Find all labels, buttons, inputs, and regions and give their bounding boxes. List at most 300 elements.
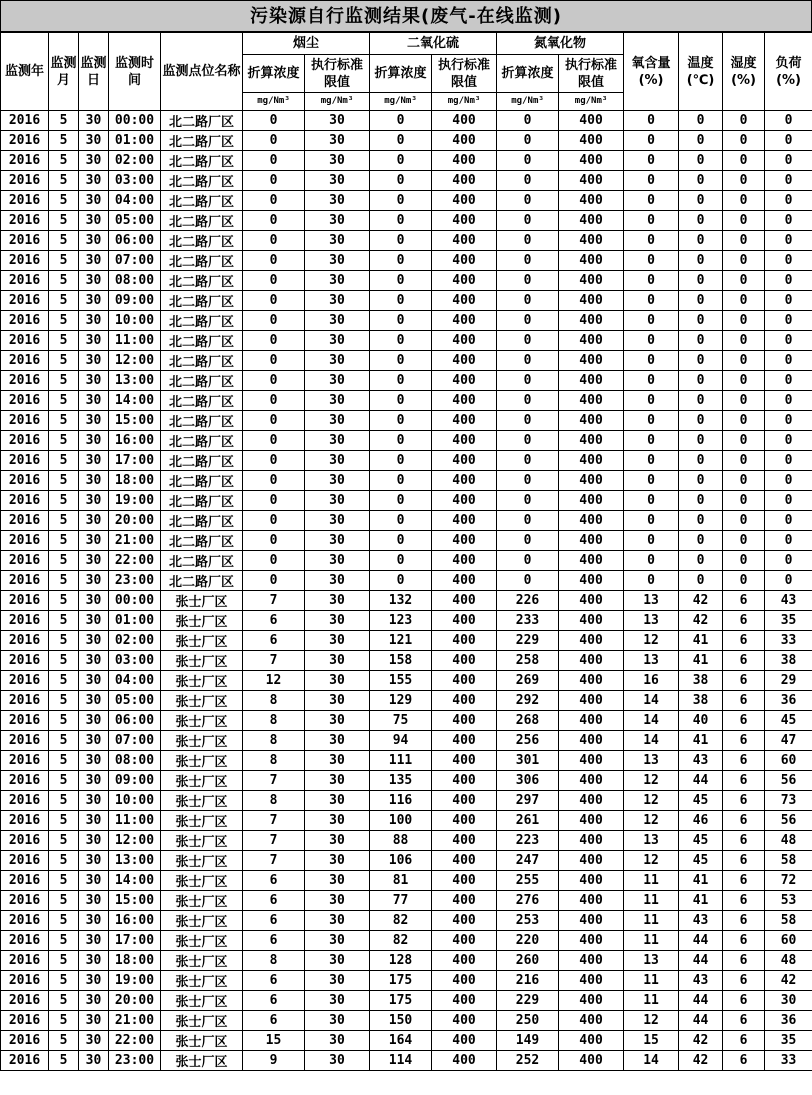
dust-limit-cell: 30: [305, 991, 370, 1011]
year-cell: 2016: [1, 711, 49, 731]
year-cell: 2016: [1, 911, 49, 931]
so2-converted-cell: 0: [370, 531, 432, 551]
so2-converted-cell: 88: [370, 831, 432, 851]
year-cell: 2016: [1, 331, 49, 351]
so2-converted-cell: 0: [370, 191, 432, 211]
year-cell: 2016: [1, 671, 49, 691]
oxygen-cell: 0: [624, 311, 679, 331]
site-cell: 张士厂区: [161, 1051, 243, 1071]
dust-limit-cell: 30: [305, 911, 370, 931]
site-cell: 张士厂区: [161, 711, 243, 731]
temperature-cell: 43: [679, 911, 723, 931]
dust-converted-cell: 8: [243, 731, 305, 751]
oxygen-cell: 0: [624, 291, 679, 311]
humidity-cell: 6: [723, 591, 765, 611]
table-header: [1, 33, 812, 111]
time-cell: 23:00: [109, 1051, 161, 1071]
day-cell: 30: [79, 491, 109, 511]
month-cell: 5: [49, 111, 79, 131]
month-cell: 5: [49, 1051, 79, 1071]
temperature-cell: 0: [679, 391, 723, 411]
dust-limit-cell: 30: [305, 851, 370, 871]
so2-converted-cell: 135: [370, 771, 432, 791]
so2-limit-cell: 400: [432, 291, 497, 311]
table-row: [1, 931, 812, 951]
temperature-cell: 45: [679, 791, 723, 811]
load-cell: 0: [765, 311, 812, 331]
humidity-cell: 6: [723, 1051, 765, 1071]
day-cell: 30: [79, 131, 109, 151]
month-cell: 5: [49, 451, 79, 471]
dust-limit-cell: 30: [305, 271, 370, 291]
table-row: [1, 271, 812, 291]
nox-converted-cell: 256: [497, 731, 559, 751]
dust-limit-cell: 30: [305, 691, 370, 711]
nox-converted-cell: 297: [497, 791, 559, 811]
table-row: [1, 1031, 812, 1051]
nox-converted-cell: 0: [497, 451, 559, 471]
dust-limit-cell: 30: [305, 711, 370, 731]
table-row: [1, 851, 812, 871]
oxygen-cell: 0: [624, 551, 679, 571]
time-cell: 11:00: [109, 331, 161, 351]
nox-converted-cell: 253: [497, 911, 559, 931]
load-cell: 45: [765, 711, 812, 731]
day-cell: 30: [79, 371, 109, 391]
dust-converted-cell: 6: [243, 611, 305, 631]
dust-converted-cell: 0: [243, 251, 305, 271]
temperature-cell: 0: [679, 491, 723, 511]
day-cell: 30: [79, 651, 109, 671]
nox-limit-cell: 400: [559, 391, 624, 411]
time-cell: 21:00: [109, 1011, 161, 1031]
so2-converted-cell: 111: [370, 751, 432, 771]
load-cell: 58: [765, 851, 812, 871]
load-cell: 0: [765, 331, 812, 351]
nox-converted-cell: 233: [497, 611, 559, 631]
humidity-cell: 6: [723, 611, 765, 631]
dust-converted-cell: 9: [243, 1051, 305, 1071]
time-cell: 22:00: [109, 1031, 161, 1051]
so2-converted-cell: 0: [370, 311, 432, 331]
month-cell: 5: [49, 691, 79, 711]
nox-converted-cell: 250: [497, 1011, 559, 1031]
site-cell: 北二路厂区: [161, 451, 243, 471]
so2-converted-cell: 155: [370, 671, 432, 691]
so2-limit-cell: 400: [432, 1051, 497, 1071]
table-row: [1, 571, 812, 591]
table-body: [1, 111, 812, 1071]
temperature-cell: 40: [679, 711, 723, 731]
load-cell: 36: [765, 691, 812, 711]
time-cell: 00:00: [109, 111, 161, 131]
time-cell: 09:00: [109, 771, 161, 791]
month-cell: 5: [49, 971, 79, 991]
year-cell: 2016: [1, 491, 49, 511]
so2-limit-cell: 400: [432, 851, 497, 871]
year-cell: 2016: [1, 351, 49, 371]
temperature-cell: 42: [679, 1031, 723, 1051]
nox-converted-cell: 0: [497, 111, 559, 131]
temperature-cell: 0: [679, 371, 723, 391]
humidity-cell: 0: [723, 551, 765, 571]
site-cell: 北二路厂区: [161, 431, 243, 451]
load-cell: 33: [765, 631, 812, 651]
dust-converted-cell: 8: [243, 791, 305, 811]
nox-limit-cell: 400: [559, 631, 624, 651]
table-row: [1, 311, 812, 331]
year-cell: 2016: [1, 371, 49, 391]
table-row: [1, 131, 812, 151]
site-cell: 张士厂区: [161, 671, 243, 691]
nox-limit-cell: 400: [559, 971, 624, 991]
load-cell: 35: [765, 611, 812, 631]
dust-converted-cell: 6: [243, 891, 305, 911]
time-cell: 00:00: [109, 591, 161, 611]
dust-limit-cell: 30: [305, 151, 370, 171]
nox-converted-cell: 0: [497, 411, 559, 431]
time-cell: 14:00: [109, 391, 161, 411]
so2-limit-cell: 400: [432, 411, 497, 431]
so2-converted-cell: 0: [370, 511, 432, 531]
nox-limit-cell: 400: [559, 851, 624, 871]
day-cell: 30: [79, 471, 109, 491]
header-nox: 氮氧化物: [497, 33, 624, 55]
month-cell: 5: [49, 351, 79, 371]
site-cell: 张士厂区: [161, 1011, 243, 1031]
month-cell: 5: [49, 331, 79, 351]
oxygen-cell: 12: [624, 771, 679, 791]
month-cell: 5: [49, 751, 79, 771]
month-cell: 5: [49, 871, 79, 891]
so2-converted-cell: 0: [370, 371, 432, 391]
load-cell: 0: [765, 571, 812, 591]
dust-converted-cell: 0: [243, 571, 305, 591]
nox-limit-cell: 400: [559, 431, 624, 451]
load-cell: 48: [765, 831, 812, 851]
site-cell: 张士厂区: [161, 971, 243, 991]
dust-converted-cell: 0: [243, 551, 305, 571]
load-cell: 33: [765, 1051, 812, 1071]
dust-converted-cell: 0: [243, 231, 305, 251]
month-cell: 5: [49, 131, 79, 151]
temperature-cell: 42: [679, 1051, 723, 1071]
temperature-cell: 44: [679, 771, 723, 791]
dust-limit-cell: 30: [305, 311, 370, 331]
load-cell: 36: [765, 1011, 812, 1031]
table-row: [1, 551, 812, 571]
year-cell: 2016: [1, 811, 49, 831]
nox-converted-cell: 0: [497, 271, 559, 291]
so2-converted-cell: 0: [370, 451, 432, 471]
nox-converted-cell: 276: [497, 891, 559, 911]
dust-converted-cell: 0: [243, 451, 305, 471]
nox-limit-cell: 400: [559, 891, 624, 911]
nox-converted-cell: 247: [497, 851, 559, 871]
humidity-cell: 0: [723, 211, 765, 231]
site-cell: 北二路厂区: [161, 151, 243, 171]
temperature-cell: 0: [679, 551, 723, 571]
oxygen-cell: 0: [624, 571, 679, 591]
load-cell: 0: [765, 551, 812, 571]
month-cell: 5: [49, 951, 79, 971]
humidity-cell: 0: [723, 531, 765, 551]
oxygen-cell: 0: [624, 431, 679, 451]
nox-limit-cell: 400: [559, 291, 624, 311]
load-cell: 48: [765, 951, 812, 971]
dust-converted-cell: 0: [243, 351, 305, 371]
dust-limit-cell: 30: [305, 1051, 370, 1071]
nox-converted-cell: 292: [497, 691, 559, 711]
table-row: [1, 531, 812, 551]
report-title: 污染源自行监测结果(废气-在线监测): [0, 0, 812, 32]
table-row: [1, 751, 812, 771]
dust-converted-cell: 6: [243, 911, 305, 931]
dust-limit-cell: 30: [305, 231, 370, 251]
day-cell: 30: [79, 391, 109, 411]
year-cell: 2016: [1, 231, 49, 251]
oxygen-cell: 11: [624, 911, 679, 931]
site-cell: 张士厂区: [161, 831, 243, 851]
table-row: [1, 991, 812, 1011]
temperature-cell: 38: [679, 671, 723, 691]
day-cell: 30: [79, 631, 109, 651]
dust-limit-cell: 30: [305, 931, 370, 951]
nox-converted-cell: 0: [497, 151, 559, 171]
nox-limit-cell: 400: [559, 1011, 624, 1031]
so2-limit-cell: 400: [432, 451, 497, 471]
load-cell: 73: [765, 791, 812, 811]
time-cell: 18:00: [109, 471, 161, 491]
temperature-cell: 41: [679, 731, 723, 751]
dust-limit-cell: 30: [305, 471, 370, 491]
load-cell: 0: [765, 411, 812, 431]
humidity-cell: 0: [723, 491, 765, 511]
load-cell: 0: [765, 471, 812, 491]
load-cell: 0: [765, 431, 812, 451]
load-cell: 38: [765, 651, 812, 671]
month-cell: 5: [49, 591, 79, 611]
time-cell: 15:00: [109, 891, 161, 911]
year-cell: 2016: [1, 971, 49, 991]
oxygen-cell: 12: [624, 1011, 679, 1031]
so2-limit-cell: 400: [432, 471, 497, 491]
day-cell: 30: [79, 191, 109, 211]
dust-limit-cell: 30: [305, 791, 370, 811]
oxygen-cell: 0: [624, 391, 679, 411]
nox-converted-cell: 220: [497, 931, 559, 951]
day-cell: 30: [79, 691, 109, 711]
dust-limit-cell: 30: [305, 431, 370, 451]
time-cell: 12:00: [109, 351, 161, 371]
table-row: [1, 171, 812, 191]
month-cell: 5: [49, 251, 79, 271]
year-cell: 2016: [1, 751, 49, 771]
month-cell: 5: [49, 1031, 79, 1051]
dust-converted-cell: 6: [243, 931, 305, 951]
load-cell: 35: [765, 1031, 812, 1051]
humidity-cell: 6: [723, 671, 765, 691]
month-cell: 5: [49, 231, 79, 251]
dust-limit-cell: 30: [305, 831, 370, 851]
site-cell: 北二路厂区: [161, 231, 243, 251]
load-cell: 0: [765, 391, 812, 411]
site-cell: 北二路厂区: [161, 531, 243, 551]
temperature-cell: 44: [679, 931, 723, 951]
so2-converted-cell: 0: [370, 391, 432, 411]
load-cell: 0: [765, 211, 812, 231]
dust-limit-cell: 30: [305, 331, 370, 351]
humidity-cell: 6: [723, 851, 765, 871]
nox-limit-cell: 400: [559, 131, 624, 151]
temperature-cell: 0: [679, 451, 723, 471]
year-cell: 2016: [1, 851, 49, 871]
site-cell: 北二路厂区: [161, 331, 243, 351]
table-row: [1, 791, 812, 811]
time-cell: 07:00: [109, 731, 161, 751]
humidity-cell: 0: [723, 471, 765, 491]
dust-limit-cell: 30: [305, 591, 370, 611]
dust-limit-cell: 30: [305, 131, 370, 151]
temperature-cell: 0: [679, 571, 723, 591]
load-cell: 47: [765, 731, 812, 751]
year-cell: 2016: [1, 171, 49, 191]
header-unit: mg/Nm³: [370, 93, 432, 111]
nox-limit-cell: 400: [559, 351, 624, 371]
time-cell: 06:00: [109, 231, 161, 251]
humidity-cell: 6: [723, 971, 765, 991]
nox-converted-cell: 229: [497, 991, 559, 1011]
load-cell: 0: [765, 451, 812, 471]
dust-converted-cell: 0: [243, 171, 305, 191]
nox-converted-cell: 0: [497, 171, 559, 191]
so2-limit-cell: 400: [432, 271, 497, 291]
oxygen-cell: 0: [624, 331, 679, 351]
time-cell: 01:00: [109, 131, 161, 151]
year-cell: 2016: [1, 951, 49, 971]
nox-limit-cell: 400: [559, 571, 624, 591]
so2-limit-cell: 400: [432, 971, 497, 991]
day-cell: 30: [79, 751, 109, 771]
temperature-cell: 0: [679, 211, 723, 231]
year-cell: 2016: [1, 651, 49, 671]
day-cell: 30: [79, 771, 109, 791]
oxygen-cell: 16: [624, 671, 679, 691]
load-cell: 56: [765, 811, 812, 831]
day-cell: 30: [79, 431, 109, 451]
so2-limit-cell: 400: [432, 151, 497, 171]
so2-limit-cell: 400: [432, 671, 497, 691]
oxygen-cell: 11: [624, 991, 679, 1011]
site-cell: 北二路厂区: [161, 571, 243, 591]
table-row: [1, 771, 812, 791]
table-row: [1, 871, 812, 891]
year-cell: 2016: [1, 471, 49, 491]
humidity-cell: 6: [723, 831, 765, 851]
header-day: 监测日: [79, 33, 109, 111]
time-cell: 16:00: [109, 431, 161, 451]
dust-limit-cell: 30: [305, 611, 370, 631]
nox-limit-cell: 400: [559, 911, 624, 931]
site-cell: 北二路厂区: [161, 391, 243, 411]
nox-limit-cell: 400: [559, 411, 624, 431]
header-load: 负荷(%): [765, 33, 812, 111]
so2-converted-cell: 75: [370, 711, 432, 731]
month-cell: 5: [49, 611, 79, 631]
so2-converted-cell: 0: [370, 291, 432, 311]
so2-converted-cell: 158: [370, 651, 432, 671]
so2-limit-cell: 400: [432, 351, 497, 371]
nox-converted-cell: 260: [497, 951, 559, 971]
nox-limit-cell: 400: [559, 691, 624, 711]
temperature-cell: 43: [679, 751, 723, 771]
year-cell: 2016: [1, 771, 49, 791]
nox-limit-cell: 400: [559, 371, 624, 391]
so2-limit-cell: 400: [432, 611, 497, 631]
oxygen-cell: 0: [624, 371, 679, 391]
dust-converted-cell: 12: [243, 671, 305, 691]
table-row: [1, 651, 812, 671]
humidity-cell: 6: [723, 1031, 765, 1051]
time-cell: 13:00: [109, 851, 161, 871]
temperature-cell: 0: [679, 411, 723, 431]
dust-limit-cell: 30: [305, 211, 370, 231]
month-cell: 5: [49, 311, 79, 331]
oxygen-cell: 12: [624, 811, 679, 831]
load-cell: 0: [765, 371, 812, 391]
dust-limit-cell: 30: [305, 891, 370, 911]
oxygen-cell: 0: [624, 151, 679, 171]
temperature-cell: 0: [679, 311, 723, 331]
year-cell: 2016: [1, 511, 49, 531]
dust-limit-cell: 30: [305, 1031, 370, 1051]
year-cell: 2016: [1, 691, 49, 711]
dust-limit-cell: 30: [305, 1011, 370, 1031]
so2-converted-cell: 0: [370, 131, 432, 151]
table-row: [1, 451, 812, 471]
nox-converted-cell: 0: [497, 331, 559, 351]
year-cell: 2016: [1, 631, 49, 651]
so2-converted-cell: 175: [370, 991, 432, 1011]
site-cell: 张士厂区: [161, 731, 243, 751]
time-cell: 16:00: [109, 911, 161, 931]
load-cell: 0: [765, 151, 812, 171]
nox-limit-cell: 400: [559, 151, 624, 171]
oxygen-cell: 0: [624, 171, 679, 191]
dust-converted-cell: 0: [243, 151, 305, 171]
load-cell: 42: [765, 971, 812, 991]
nox-limit-cell: 400: [559, 1031, 624, 1051]
day-cell: 30: [79, 671, 109, 691]
monitoring-table: [0, 32, 812, 1071]
year-cell: 2016: [1, 571, 49, 591]
nox-converted-cell: 268: [497, 711, 559, 731]
day-cell: 30: [79, 891, 109, 911]
header-dust-limit: 执行标准限值: [305, 55, 370, 93]
load-cell: 0: [765, 171, 812, 191]
day-cell: 30: [79, 171, 109, 191]
nox-converted-cell: 0: [497, 251, 559, 271]
day-cell: 30: [79, 351, 109, 371]
dust-converted-cell: 6: [243, 871, 305, 891]
site-cell: 张士厂区: [161, 611, 243, 631]
nox-converted-cell: 0: [497, 531, 559, 551]
time-cell: 15:00: [109, 411, 161, 431]
table-row: [1, 511, 812, 531]
month-cell: 5: [49, 811, 79, 831]
oxygen-cell: 15: [624, 1031, 679, 1051]
site-cell: 张士厂区: [161, 891, 243, 911]
